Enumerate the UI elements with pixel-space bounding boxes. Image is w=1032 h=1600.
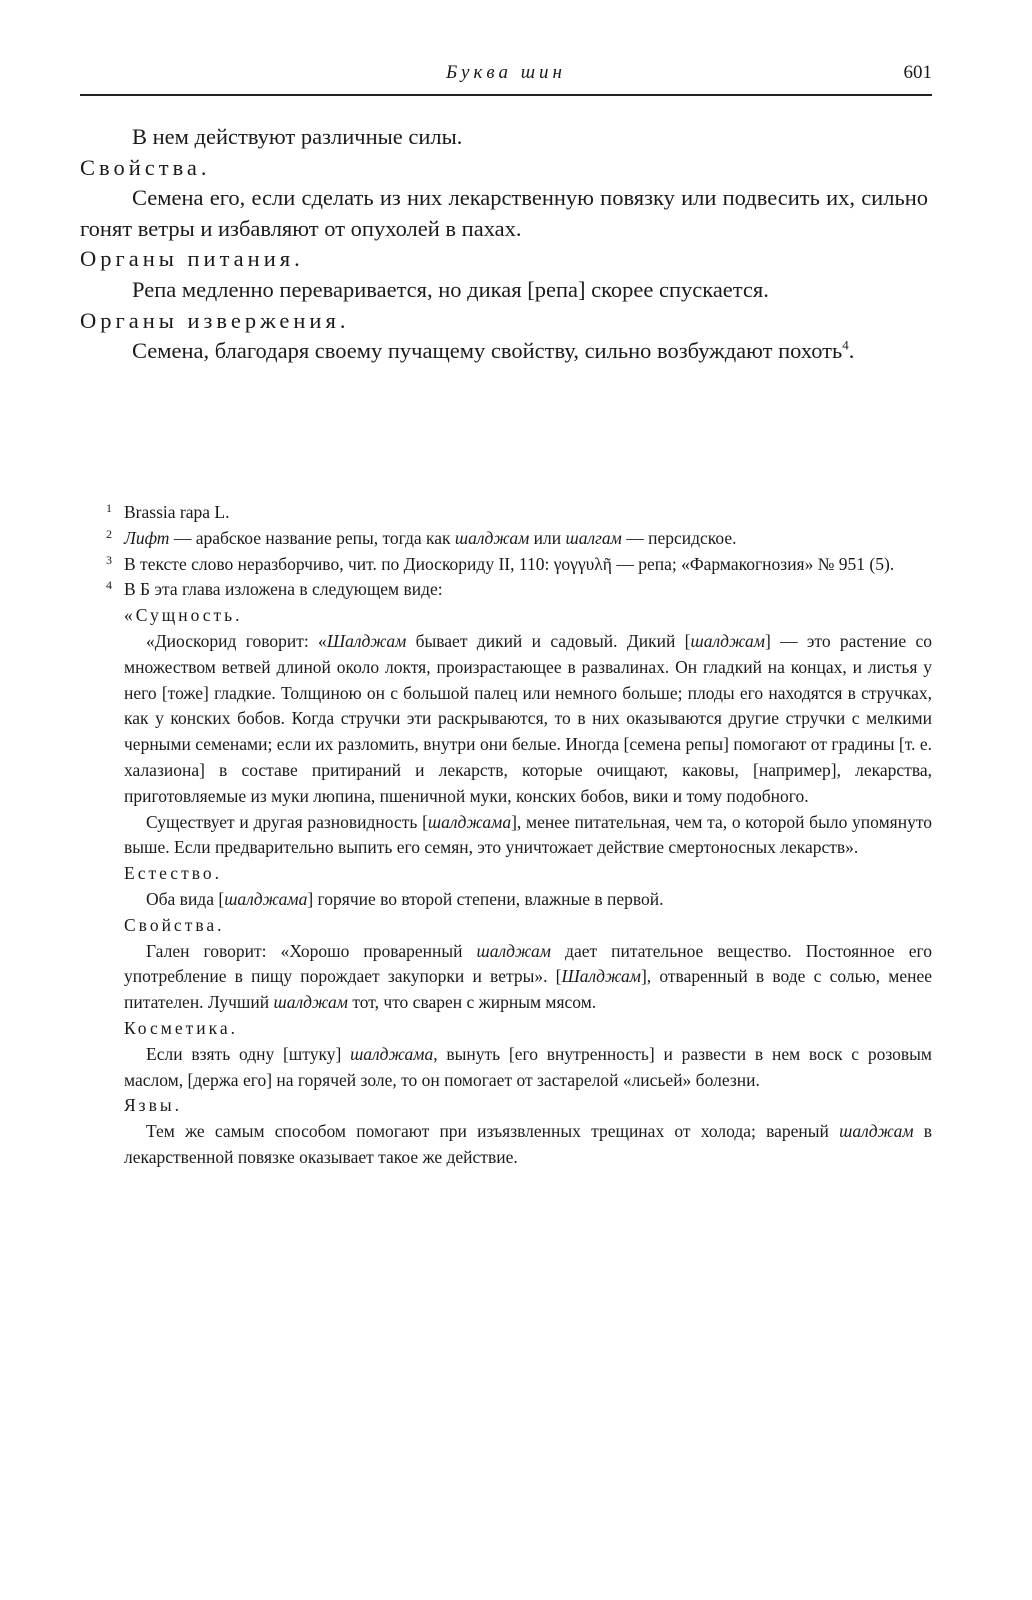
paragraph-lust [80,336,928,367]
term-shaldzhama: шалджама [350,1043,434,1064]
term-shaldzham: шалджам [476,940,551,961]
footnote-marker: 3 [106,552,112,567]
footnote-heading-ulcers: Язвы. [124,1095,182,1116]
footnote-text: в лекарственной повязке оказывает такое же действие. [124,1121,932,1167]
footnote-2 [106,526,932,552]
footnote-marker: 2 [106,526,112,541]
main-text [80,122,928,367]
footnote-marker: 4 [106,578,112,593]
footnote-text: ], отваренный в воде с солью, менее питателен. Лучший [124,966,933,1013]
term-shalgam: шалгам [565,527,622,548]
term-shaldzham: Шалджам [326,630,407,651]
term-shaldzham: шалджам [273,992,348,1013]
term-shaldzham: шалджам [839,1121,914,1142]
term-shaldzhama: шалджама [224,888,308,909]
paragraph-lust-end: . [848,338,855,364]
paragraph-forces: В нем действуют различные силы. [132,124,463,149]
footnote-text: ], менее питательная, чем та, о которой было упомянуто выше. Если предварительно выпить его семян, это уничтожает действие смертоносных лекарств». [124,811,932,858]
footnote-ref-4: 4 [842,337,849,353]
footnote-paragraph-variety [106,810,932,862]
footnote-text: ] горячие во второй степени, влажные в первой. [307,888,664,909]
footnote-4 [106,577,932,603]
footnote-3 [106,552,932,578]
section-heading-nutrition-organs: Органы питания. [80,246,304,272]
section-heading-excretion-organs: Органы извержения. [80,307,350,333]
term-shaldzhama: шалджама [427,811,512,832]
footnote-text: В Б эта глава изложена в следующем виде: [124,579,443,600]
term-shaldzham: шалджам [690,630,765,651]
footnote-text: Если взять одну [штуку] [146,1043,351,1064]
footnote-heading-nature: Естество. [124,863,222,884]
footnote-text: бывает дикий и садовый. Дикий [ [406,630,691,651]
footnote-text: Гален говорит: «Хорошо проваренный [146,940,477,961]
footnote-paragraph-cosmetics [106,1042,932,1094]
page-number: 601 [903,62,932,83]
header-rule [80,94,932,96]
footnote-text: дает питательное вещество. Постоянное его употребление в пищу порождает закупорки и ветры». [ [124,940,933,987]
footnote-text: Оба вида [ [146,888,225,909]
term-shaldzham: шалджам [454,527,530,548]
footnote-paragraph-nature [106,887,932,913]
footnote-heading-cosmetics: Косметика. [124,1017,238,1038]
term-shaldzham: Шалджам [561,966,641,987]
footnote-text: Существует и другая разновидность [ [146,811,428,832]
footnote-text: В тексте слово неразборчиво, чит. по Диоскориду II, 110: γογγυλῆ — репа; «Фармакогнозия» № 951 (5). [124,553,895,574]
footnote-paragraph-ulcers [106,1119,932,1171]
running-title: Буква шин [446,62,566,83]
page-header [80,62,932,92]
footnote-text: Brassia rapa L. [124,502,230,522]
footnote-heading-properties: Свойства. [124,914,225,935]
footnote-text: тот, что сварен с жирным мясом. [347,992,597,1013]
footnote-paragraph-dioscorides [106,629,932,810]
footnote-1 [106,500,932,526]
footnote-paragraph-galen [106,939,932,1016]
footnote-text: или [529,527,566,548]
footnote-text: — персидское. [621,527,737,548]
footnote-text: , вынуть [его внутренность] и развести в нем воск с розовым маслом, [держа его] на горячей золе, то он помогает от застарелой «лисьей» болезни. [124,1043,932,1090]
footnote-text: «Диоскорид говорит: « [146,630,327,651]
footnote-heading-essence: «Сущность. [124,605,243,626]
term-lift: Лифт [124,527,170,548]
footnote-text: Тем же самым способом помогают при изъязвленных трещинах от холода; вареный [146,1121,840,1142]
paragraph-seeds: Семена его, если сделать из них лекарственную повязку или подвесить их, сильно гонят ветры и избавляют от опухолей в пахах. [80,185,928,241]
footnote-marker: 1 [106,501,112,515]
footnotes [106,500,932,1171]
paragraph-lust-text: Семена, благодаря своему пучащему свойству, сильно возбуждают похоть [132,338,843,364]
section-heading-properties: Свойства. [80,154,211,180]
paragraph-digestion: Репа медленно переваривается, но дикая [репа] скорее спускается. [132,276,769,302]
footnote-text: ] — это растение со множеством ветвей длиной около локтя, произрастающее в развалинах. Он гладкий на концах, и листья у него [тоже] гладкие. Толщиною он с большой палец или немного больше; плоды его находятся в стручках, как у конских бобов. Когда стручки эти раскрываются, то в них оказываются другие стручки с мелкими черными семенами; если их разломить, внутри они белые. Иногда [семена репы] помогают от градины [т. е. халазиона] в составе притираний и лекарств, которые очищают, каковы, [например], лекарства, приготовляемые из муки люпина, пшеничной муки, конских бобов, вики и тому подобного. [124,630,932,806]
footnote-text: — арабское название репы, тогда как [169,527,455,548]
